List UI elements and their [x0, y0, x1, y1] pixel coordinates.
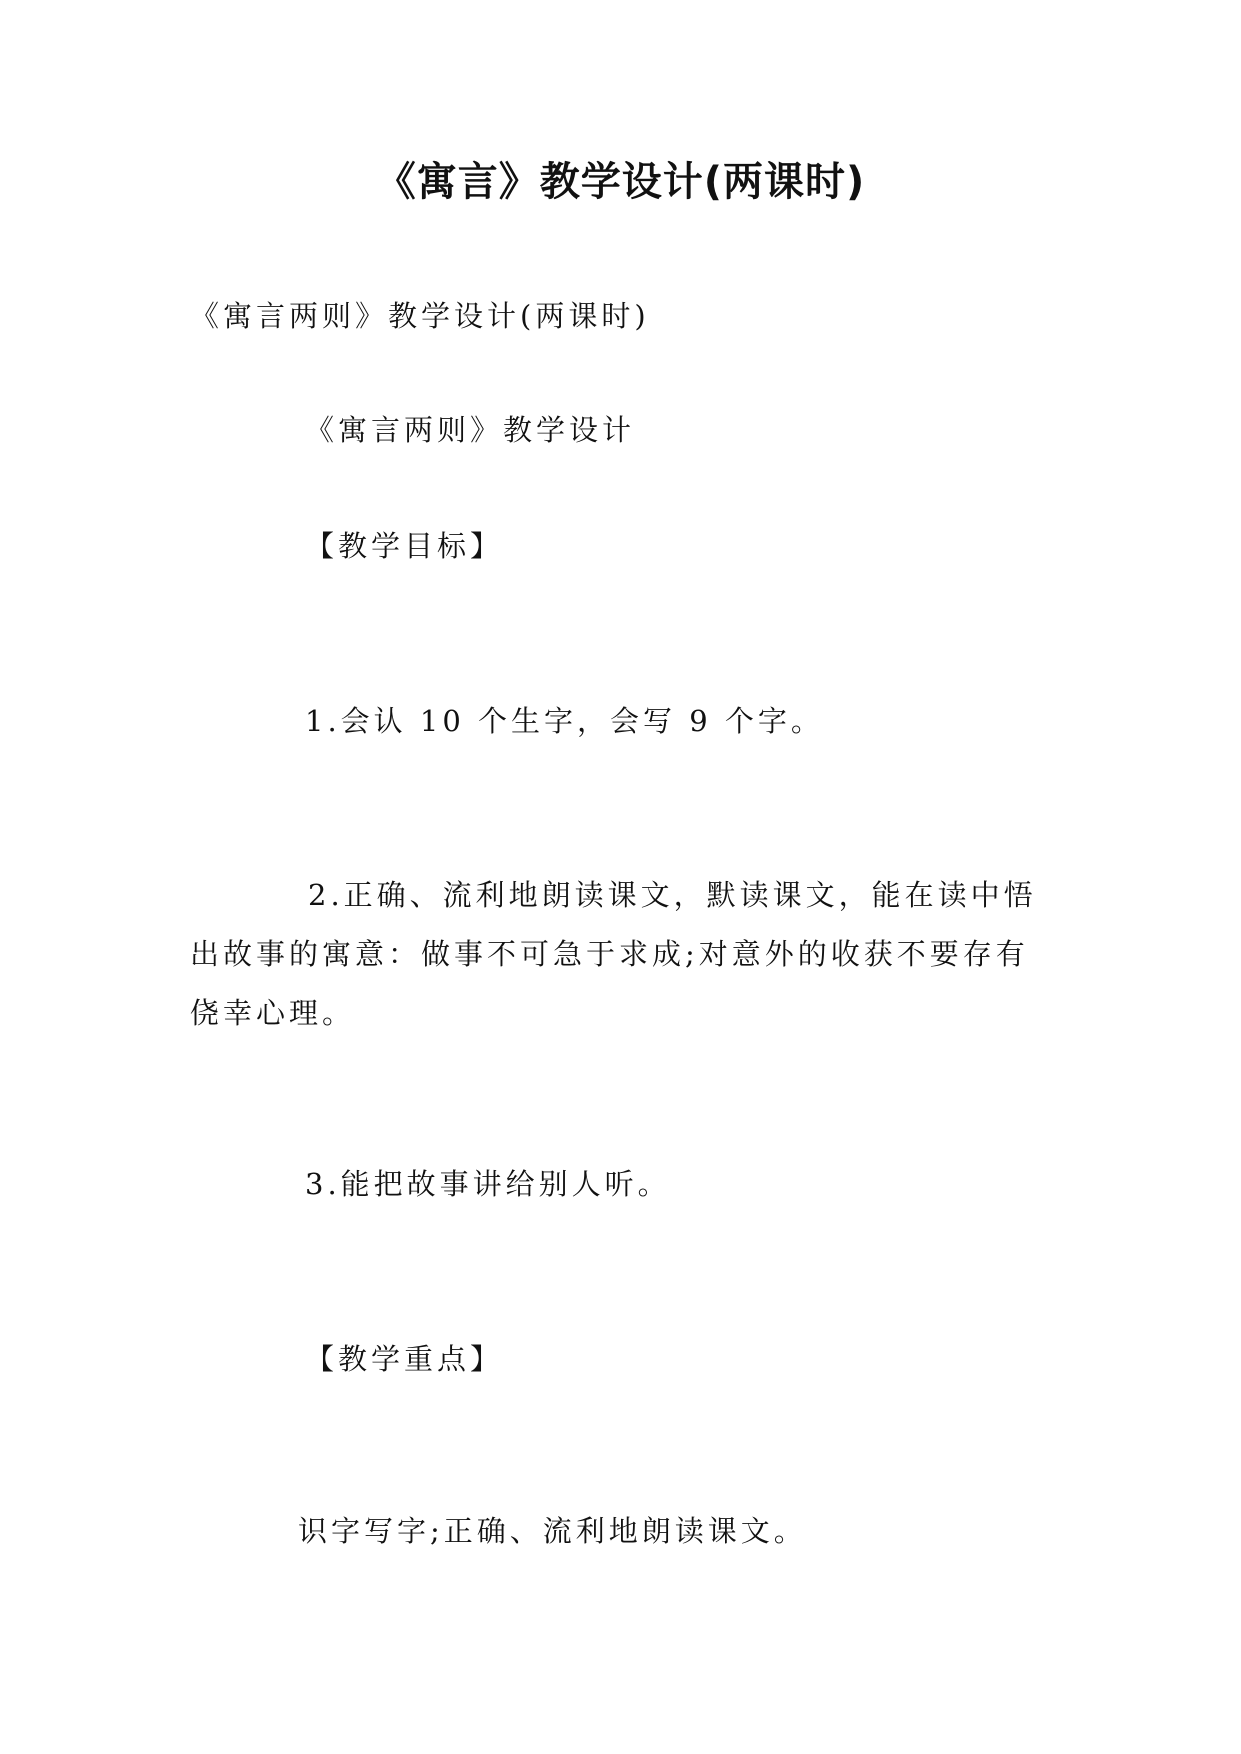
- objectives-header: 【教学目标】: [305, 529, 504, 563]
- section-heading: 《寓言两则》教学设计: [305, 413, 636, 447]
- objective-item-1: 1.会认 10 个生字，会写 9 个字。: [305, 704, 824, 738]
- keypoints-header: 【教学重点】: [305, 1342, 504, 1376]
- objective-item-3: 3.能把故事讲给别人听。: [305, 1167, 671, 1201]
- document-title: 《寓言》教学设计(两课时): [375, 159, 866, 205]
- objective-item-2: 2.正确、流利地朗读课文，默读课文，能在读中悟出故事的寓意：做事不可急于求成;对意外的收获不要存有侥幸心理。: [190, 878, 1037, 1030]
- document-subtitle: 《寓言两则》教学设计(两课时): [190, 299, 650, 333]
- keypoint-item-1: 识字写字;正确、流利地朗读课文。: [298, 1514, 807, 1548]
